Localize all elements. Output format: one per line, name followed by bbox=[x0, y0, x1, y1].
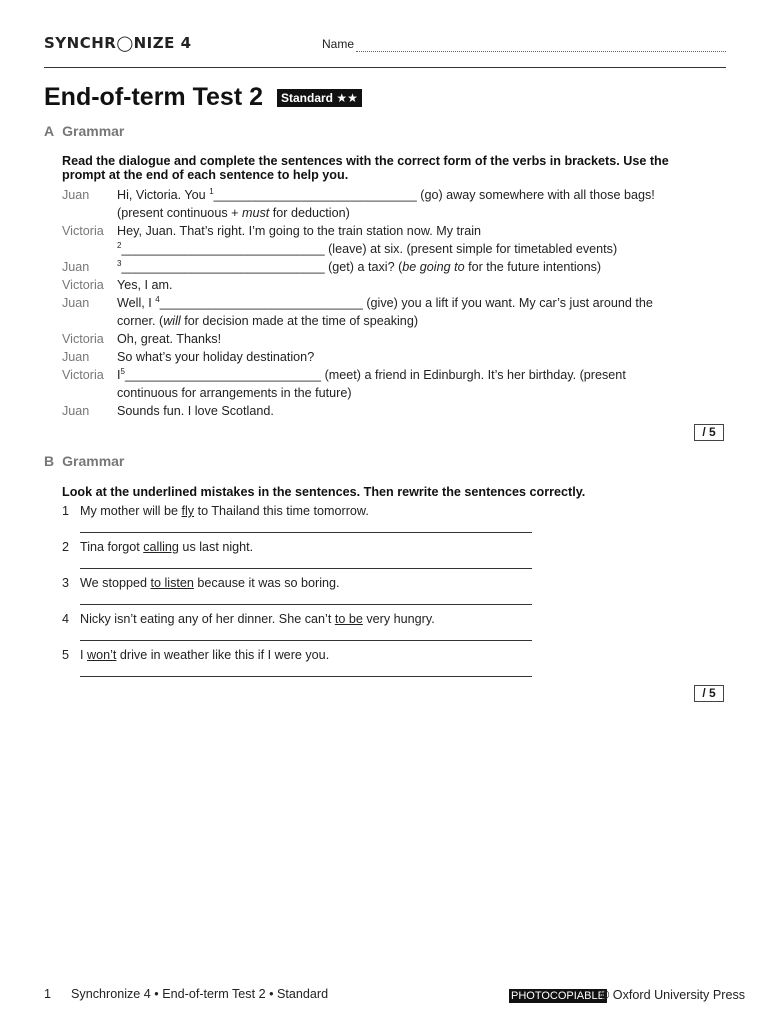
dialogue-line bbox=[117, 312, 702, 330]
test-title: End-of-term Test 2 bbox=[44, 83, 263, 111]
dialogue-row bbox=[62, 348, 702, 366]
answer-line[interactable] bbox=[80, 514, 532, 533]
sentence-text: because it was so boring. bbox=[193, 576, 340, 590]
sentence-text: Tina forgot bbox=[80, 540, 144, 554]
dialogue-line bbox=[117, 366, 702, 384]
speaker-name: Juan bbox=[62, 404, 90, 418]
dialogue-row bbox=[62, 366, 702, 384]
dialogue-row bbox=[62, 330, 702, 348]
dialogue-line bbox=[117, 240, 702, 258]
gap-number: 2 bbox=[117, 241, 122, 250]
item-number: 4 bbox=[62, 612, 70, 626]
rewrite-item bbox=[62, 502, 532, 538]
gap-number: 1 bbox=[209, 187, 214, 196]
rewrite-item bbox=[62, 574, 532, 610]
underlined-mistake: fly bbox=[181, 504, 195, 518]
section-a-heading bbox=[44, 123, 124, 139]
line-text: Oh, great. Thanks! bbox=[117, 332, 222, 346]
section-a-instruction: Read the dialogue and complete the sentences with the correct form of the verbs in brackets. Use the prompt at the end of each sentence to help you. bbox=[62, 154, 669, 182]
dialogue bbox=[62, 186, 702, 420]
dialogue-line bbox=[117, 258, 702, 276]
name-field-line[interactable] bbox=[356, 51, 726, 52]
underlined-mistake: calling bbox=[143, 540, 179, 554]
dialogue-row bbox=[62, 276, 702, 294]
speaker-name: Victoria bbox=[62, 332, 104, 346]
section-a-letter: A bbox=[44, 123, 55, 139]
gap-number: 5 bbox=[120, 367, 125, 376]
line-text: I bbox=[117, 368, 121, 382]
photocopiable-label: PHOTOCOPIABLE bbox=[511, 990, 605, 1002]
line-text: for deduction) bbox=[269, 206, 350, 220]
section-b-title: Grammar bbox=[62, 453, 125, 469]
line-text: (give) you a lift if you want. My car’s just around the bbox=[362, 296, 653, 310]
underlined-mistake: won’t bbox=[87, 648, 117, 662]
dialogue-line bbox=[117, 384, 702, 402]
line-text: Hi, Victoria. You bbox=[117, 188, 210, 202]
answer-line[interactable] bbox=[80, 622, 532, 641]
dialogue-line bbox=[117, 330, 702, 348]
sentence-text: I bbox=[80, 648, 87, 662]
line-text: Yes, I am. bbox=[117, 278, 173, 292]
underlined-mistake: to listen bbox=[150, 576, 194, 590]
section-b-heading bbox=[44, 453, 124, 469]
dialogue-row bbox=[62, 186, 702, 204]
prompt-emphasis: will bbox=[163, 314, 181, 328]
sentence-text: us last night. bbox=[178, 540, 254, 554]
rewrite-item bbox=[62, 538, 532, 574]
prompt-emphasis: must bbox=[241, 206, 270, 220]
sentence-text: very hungry. bbox=[362, 612, 435, 626]
prompt-emphasis: be going to bbox=[402, 260, 465, 274]
answer-gap[interactable]: ____________________________ bbox=[124, 368, 322, 382]
copyright: © Oxford University Press bbox=[600, 988, 746, 1002]
gap-number: 3 bbox=[117, 259, 122, 268]
line-text: (get) a taxi? ( bbox=[324, 260, 403, 274]
speaker-name: Victoria bbox=[62, 224, 104, 238]
answer-gap[interactable]: _____________________________ bbox=[121, 242, 325, 256]
line-text: (go) away somewhere with all those bags! bbox=[416, 188, 655, 202]
speaker-name: Victoria bbox=[62, 278, 104, 292]
section-b-instruction: Look at the underlined mistakes in the sentences. Then rewrite the sentences correctly. bbox=[62, 485, 586, 499]
speaker-name: Juan bbox=[62, 296, 90, 310]
line-text: Sounds fun. I love Scotland. bbox=[117, 404, 274, 418]
dialogue-line bbox=[117, 222, 702, 240]
dialogue-row bbox=[62, 222, 702, 240]
item-number: 3 bbox=[62, 576, 70, 590]
speaker-name: Juan bbox=[62, 350, 90, 364]
line-text: for the future intentions) bbox=[464, 260, 602, 274]
rewrite-item bbox=[62, 646, 532, 682]
dialogue-row bbox=[62, 312, 702, 330]
answer-line[interactable] bbox=[80, 586, 532, 605]
header-divider bbox=[44, 67, 726, 68]
line-text: corner. ( bbox=[117, 314, 164, 328]
answer-gap[interactable]: _____________________________ bbox=[159, 296, 363, 310]
speaker-name: Juan bbox=[62, 260, 90, 274]
dialogue-row bbox=[62, 240, 702, 258]
dialogue-row bbox=[62, 402, 702, 420]
rewrite-item bbox=[62, 610, 532, 646]
dialogue-row bbox=[62, 384, 702, 402]
level-badge: Standard ★★ bbox=[277, 89, 362, 107]
page-number: 1 bbox=[44, 987, 52, 1001]
answer-line[interactable] bbox=[80, 658, 532, 677]
section-a-score-box: / 5 bbox=[694, 424, 724, 441]
synchronize-logo: SYNCHR◯NIZE 4 bbox=[44, 34, 192, 52]
line-text: Hey, Juan. That’s right. I’m going to the train station now. My train bbox=[117, 224, 482, 238]
line-text: (leave) at six. (present simple for timetabled events) bbox=[324, 242, 618, 256]
dialogue-line bbox=[117, 402, 702, 420]
underlined-mistake: to be bbox=[334, 612, 363, 626]
dialogue-line bbox=[117, 186, 702, 204]
dialogue-row bbox=[62, 258, 702, 276]
line-text: continuous for arrangements in the future) bbox=[117, 386, 352, 400]
section-b-score-box: / 5 bbox=[694, 685, 724, 702]
item-number: 2 bbox=[62, 540, 70, 554]
gap-number: 4 bbox=[155, 295, 160, 304]
line-text: Well, I bbox=[117, 296, 156, 310]
speaker-name: Victoria bbox=[62, 368, 104, 382]
line-text: So what’s your holiday destination? bbox=[117, 350, 315, 364]
sentence-text: drive in weather like this if I were you. bbox=[116, 648, 330, 662]
dialogue-line bbox=[117, 348, 702, 366]
sentence-text: Nicky isn’t eating any of her dinner. She can’t bbox=[80, 612, 335, 626]
rewrite-items bbox=[62, 502, 532, 682]
speaker-name: Juan bbox=[62, 188, 90, 202]
answer-gap[interactable]: _____________________________ bbox=[213, 188, 417, 202]
line-text: (meet) a friend in Edinburgh. It’s her birthday. (present bbox=[321, 368, 626, 382]
section-a-title: Grammar bbox=[62, 123, 125, 139]
dialogue-row bbox=[62, 294, 702, 312]
sentence-text: My mother will be bbox=[80, 504, 182, 518]
name-label: Name bbox=[322, 37, 355, 51]
footer-title: Synchronize 4 • End-of-term Test 2 • Standard bbox=[71, 987, 329, 1001]
answer-gap[interactable]: _____________________________ bbox=[121, 260, 325, 274]
sentence-text: We stopped bbox=[80, 576, 151, 590]
sentence-text: to Thailand this time tomorrow. bbox=[194, 504, 369, 518]
dialogue-line bbox=[117, 294, 702, 312]
item-number: 1 bbox=[62, 504, 70, 518]
line-text: (present continuous + bbox=[117, 206, 242, 220]
answer-line[interactable] bbox=[80, 550, 532, 569]
line-text: for decision made at the time of speaking) bbox=[180, 314, 419, 328]
dialogue-row bbox=[62, 204, 702, 222]
section-b-letter: B bbox=[44, 453, 55, 469]
item-number: 5 bbox=[62, 648, 70, 662]
dialogue-line bbox=[117, 276, 702, 294]
dialogue-line bbox=[117, 204, 702, 222]
